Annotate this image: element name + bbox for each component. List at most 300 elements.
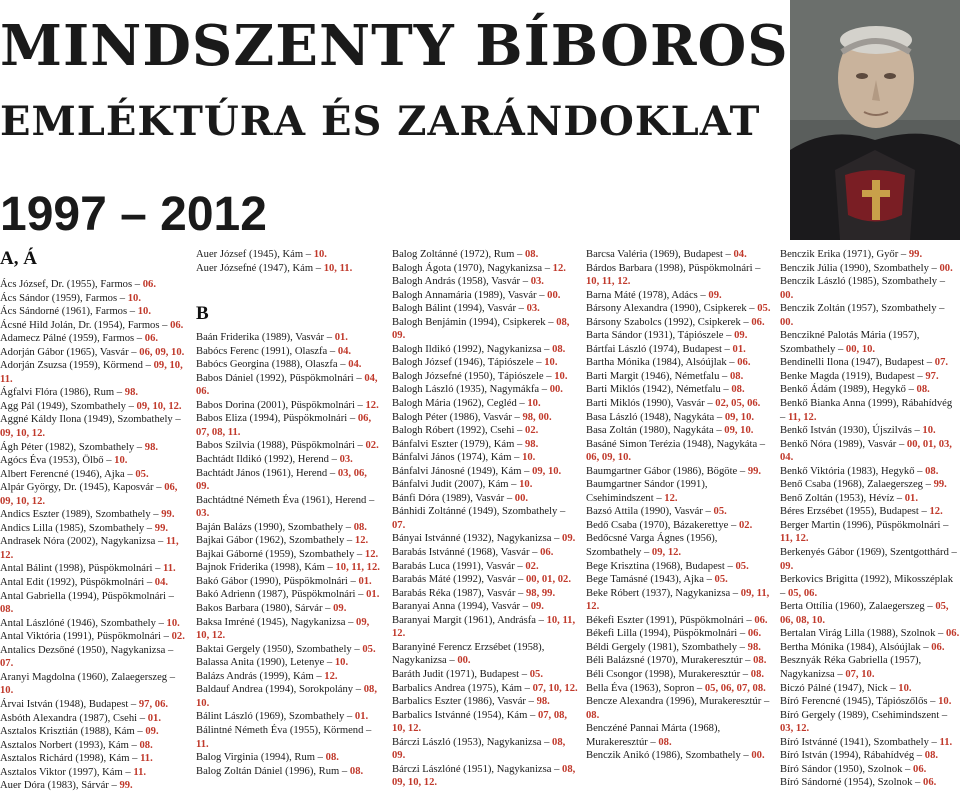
entry-pages: 00. <box>780 289 794 301</box>
entry-pages: 12. <box>929 506 943 518</box>
entry-name: Bachtádt Ildikó (1992), Herend – <box>196 454 337 466</box>
entry-pages: 08. <box>916 384 930 396</box>
entry-pages: 08. <box>0 604 14 616</box>
entry-pages: 11, 12. <box>780 533 809 545</box>
entry-pages: 00. <box>939 262 953 274</box>
entry-name: Bachtádt János (1961), Herend – <box>196 467 336 479</box>
entry-pages: 10, 11. <box>323 262 353 274</box>
index-entry <box>780 424 960 438</box>
index-entry <box>780 329 960 356</box>
index-entry <box>196 616 382 643</box>
entry-name: Auer József (1945), Kám – <box>196 249 312 260</box>
entry-pages: 00, 10. <box>845 343 876 355</box>
entry-pages: 10, 11, 12. <box>392 614 576 640</box>
index-entry <box>0 562 186 576</box>
entry-name: Baldauf Andrea (1994), Sorokpolány – <box>196 684 362 696</box>
entry-pages: 99. <box>933 479 947 491</box>
entry-pages: 05. <box>735 560 749 572</box>
index-entry <box>196 358 382 372</box>
entry-pages: 05. <box>135 468 149 480</box>
entry-pages: 08. <box>552 343 566 355</box>
index-entry <box>586 424 772 438</box>
entry-name: Barti Miklós (1942), Németfalu – <box>586 384 729 396</box>
entry-pages: 06. <box>142 279 156 290</box>
entry-pages: 03. <box>196 508 210 520</box>
index-entry <box>780 478 960 492</box>
entry-name: Agg Pál (1949), Szombathely – <box>0 400 134 412</box>
entry-name: Bárczi László (1953), Nagykanizsa – <box>392 736 550 748</box>
index-entry <box>0 305 186 319</box>
index-entry <box>586 289 772 303</box>
entry-pages: 99. <box>908 249 923 260</box>
entry-pages: 05. <box>757 303 771 315</box>
index-entry <box>586 478 772 505</box>
index-entry <box>392 736 578 763</box>
index-entry <box>196 262 382 276</box>
entry-pages: 98. <box>124 387 139 399</box>
entry-pages: 05. <box>713 506 727 518</box>
entry-pages: 02. <box>525 425 539 437</box>
index-entry <box>196 494 382 521</box>
entry-pages: 11. <box>196 738 209 750</box>
entry-name: Barabás Istvánné (1968), Vasvár – <box>392 547 538 559</box>
entry-name: Bíró Istvánné (1941), Szombathely – <box>780 736 937 748</box>
entry-pages: 05. <box>529 668 543 680</box>
entry-name: Bakos Barbara (1980), Sárvár – <box>196 603 331 615</box>
index-entry <box>0 400 186 414</box>
entry-name: Benkő István (1930), Újszilvás – <box>780 425 920 437</box>
entry-pages: 06. <box>923 777 937 789</box>
index-entry <box>196 372 382 399</box>
entry-pages: 00. <box>751 750 765 762</box>
index-entry <box>392 397 578 411</box>
index-entry <box>0 386 186 400</box>
index-entry <box>586 370 772 384</box>
entry-pages: 01. <box>358 575 372 587</box>
index-entry <box>780 248 960 262</box>
index-entry <box>392 289 578 303</box>
index-entry <box>586 682 772 696</box>
index-entry <box>586 356 772 370</box>
entry-name: Andrasek Nóra (2002), Nagykanizsa – <box>0 536 164 548</box>
index-entry <box>586 573 772 587</box>
index-entry <box>0 725 186 739</box>
index-entry <box>196 575 382 589</box>
entry-pages: 00. <box>549 384 563 396</box>
index-entry <box>780 492 960 506</box>
index-entry <box>392 316 578 343</box>
index-entry <box>196 331 382 345</box>
entry-name: Benke Magda (1919), Budapest – <box>780 370 923 382</box>
index-entry <box>0 508 186 522</box>
entry-pages: 08. <box>525 249 539 260</box>
entry-name: Ács József, Dr. (1955), Farmos – <box>0 279 141 290</box>
index-entry <box>780 627 960 641</box>
entry-pages: 12. <box>664 492 678 504</box>
entry-name: Bakó Adrienn (1987), Püspökmolnári – <box>196 589 364 601</box>
entry-pages: 02. <box>525 560 539 572</box>
entry-pages: 12. <box>354 535 369 547</box>
entry-name: Besznyák Réka Gabriella (1957), Nagykanizsa – <box>780 655 922 680</box>
entry-pages: 08, 09. <box>392 316 570 342</box>
entry-pages: 07, 08, 10, 12. <box>392 709 568 735</box>
entry-pages: 09, 12. <box>651 547 682 559</box>
index-entry <box>586 302 772 316</box>
entry-pages: 06. <box>170 319 184 331</box>
index-entry <box>780 682 960 696</box>
entry-name: Bánhidi Zoltánné (1949), Szombathely – <box>392 506 566 518</box>
entry-pages: 01. <box>366 589 380 601</box>
entry-name: Asztalos Norbert (1993), Kám – <box>0 739 137 751</box>
entry-name: Bella Éva (1963), Sopron – <box>586 682 703 694</box>
index-entry <box>586 316 772 330</box>
index-entry <box>0 698 186 712</box>
entry-name: Benczikné Palotás Mária (1957), Szombathely – <box>780 330 920 355</box>
index-entry <box>392 343 578 357</box>
entry-name: Agócs Éva (1953), Ölbő – <box>0 455 112 467</box>
entry-pages: 06. <box>754 614 768 626</box>
index-entry <box>392 532 578 546</box>
entry-pages: 10. <box>137 306 151 318</box>
index-entry <box>196 399 382 413</box>
entry-name: Barcsa Valéria (1969), Budapest – <box>586 249 731 260</box>
entry-name: Balogh Benjámin (1994), Csipkerek – <box>392 316 554 328</box>
index-entry <box>392 709 578 736</box>
entry-name: Ágh Péter (1982), Szombathely – <box>0 441 143 453</box>
entry-pages: 09, 10, 11. <box>0 360 183 385</box>
entry-pages: 06. <box>747 628 762 640</box>
entry-name: Béldi Gergely (1981), Szombathely – <box>586 641 745 653</box>
entry-pages: 00. <box>780 316 794 328</box>
entry-pages: 10, 11, 12. <box>335 562 380 574</box>
index-entry <box>0 739 186 753</box>
index-entry <box>586 505 772 519</box>
entry-pages: 99. <box>747 465 762 477</box>
entry-pages: 05, 06, 08, 10. <box>780 601 949 626</box>
entry-name: Berkenyés Gábor (1969), Szentgotthárd – <box>780 547 957 559</box>
entry-name: Árvai István (1948), Budapest – <box>0 698 137 710</box>
index-entry <box>780 465 960 479</box>
entry-pages: 04. <box>733 249 747 260</box>
entry-name: Ágfalvi Flóra (1986), Rum – <box>0 387 123 399</box>
entry-name: Barabás Réka (1987), Vasvár – <box>392 587 524 599</box>
entry-pages: 10. <box>554 370 568 382</box>
entry-name: Antal Bálint (1998), Püspökmolnári – <box>0 563 161 575</box>
entry-name: Bíró Sándorné (1954), Szolnok – <box>780 777 921 789</box>
entry-pages: 02, 05, 06. <box>715 398 761 410</box>
entry-pages: 11. <box>939 736 953 748</box>
entry-name: Balogh Ildikó (1992), Nagykanizsa – <box>392 343 550 355</box>
index-entry <box>780 383 960 397</box>
index-entry <box>586 587 772 614</box>
index-entry <box>780 736 960 750</box>
entry-name: Baranyai Anna (1994), Vasvár – <box>392 601 529 613</box>
entry-pages: 03, 06, 09. <box>196 467 367 493</box>
entry-name: Adorján Zsuzsa (1959), Körmend – <box>0 360 151 372</box>
entry-pages: 08. <box>349 765 364 777</box>
entry-name: Asztalos Krisztián (1988), Kám – <box>0 726 143 738</box>
entry-pages: 00. <box>457 655 471 667</box>
column-2 <box>196 248 382 778</box>
entry-name: Benczik Júlia (1990), Szombathely – <box>780 262 937 274</box>
entry-pages: 10. <box>166 617 180 629</box>
section-heading: B <box>196 303 209 325</box>
entry-name: Adorján Gábor (1965), Vasvár – <box>0 346 137 358</box>
index-entry <box>196 521 382 535</box>
entry-name: Béli Csongor (1998), Murakeresztúr – <box>586 668 749 680</box>
entry-pages: 07, 10. <box>845 668 875 680</box>
index-entry <box>392 600 578 614</box>
entry-pages: 08, 09. <box>392 736 566 762</box>
index-entry <box>392 492 578 506</box>
entry-pages: 01. <box>147 712 161 724</box>
entry-pages: 06. <box>751 316 765 328</box>
entry-pages: 08. <box>325 752 339 764</box>
entry-name: Berta Ottília (1960), Zalaegerszeg – <box>780 601 933 613</box>
entry-name: Adamecz Pálné (1959), Farmos – <box>0 333 143 345</box>
entry-name: Balassa Anita (1990), Letenye – <box>196 657 333 669</box>
entry-name: Barbalics Eszter (1986), Vasvár – <box>392 696 534 708</box>
entry-name: Antalics Dezsőné (1950), Nagykanizsa – <box>0 644 174 656</box>
entry-name: Balog Zoltánné (1972), Rum – <box>392 249 523 260</box>
index-entry <box>780 275 960 302</box>
entry-name: Barabás Luca (1991), Vasvár – <box>392 560 523 572</box>
entry-name: Benkő Nóra (1989), Vasvár – <box>780 438 905 450</box>
entry-pages: 11. <box>163 563 176 575</box>
entry-name: Bajkai Gáborné (1959), Szombathely – <box>196 548 363 560</box>
index-entry <box>586 248 772 262</box>
entry-pages: 08. <box>658 736 672 748</box>
entry-name: Barbalics Istvánné (1954), Kám – <box>392 709 536 721</box>
entry-pages: 01. <box>904 492 918 504</box>
entry-pages: 05, 06, 07, 08. <box>704 682 766 694</box>
entry-pages: 08. <box>353 521 367 533</box>
entry-pages: 10. <box>334 657 349 669</box>
entry-pages: 03, 12. <box>780 723 810 735</box>
index-entry <box>586 465 772 479</box>
year-range: 1997 – 2012 <box>0 188 267 241</box>
entry-pages: 98. <box>536 696 550 708</box>
entry-name: Ács Sándor (1959), Farmos – <box>0 292 126 304</box>
entry-name: Bíró Sándor (1950), Szolnok – <box>780 763 911 775</box>
entry-pages: 10. <box>519 479 533 491</box>
entry-name: Basa Zoltán (1980), Nagykáta – <box>586 425 722 437</box>
index-entry <box>0 441 186 455</box>
index-entry <box>0 617 186 631</box>
index-entry <box>196 670 382 684</box>
entry-name: Balogh Annamária (1989), Vasvár – <box>392 289 545 301</box>
index-entry <box>196 710 382 724</box>
index-entry <box>780 695 960 709</box>
entry-name: Bege Krisztina (1968), Budapest – <box>586 560 733 572</box>
entry-pages: 12. <box>552 262 566 274</box>
index-entry <box>586 560 772 574</box>
entry-name: Benő Zoltán (1953), Hévíz – <box>780 492 903 504</box>
entry-pages: 08. <box>139 739 153 751</box>
entry-pages: 12. <box>324 670 338 682</box>
entry-name: Bárczi Lászlóné (1951), Nagykanizsa – <box>392 763 560 775</box>
entry-pages: 01. <box>354 711 369 723</box>
entry-pages: 09, 10. <box>724 411 755 423</box>
index-entry <box>392 465 578 479</box>
index-entry <box>780 438 960 465</box>
index-entry <box>392 370 578 384</box>
entry-name: Balogh Józsefné (1950), Tápiószele – <box>392 370 552 382</box>
entry-pages: 06. <box>144 333 159 345</box>
entry-name: Bakó Gábor (1990), Püspökmolnári – <box>196 575 356 587</box>
entry-pages: 10. <box>938 696 952 708</box>
index-entry <box>0 359 186 386</box>
index-entry <box>780 641 960 655</box>
entry-pages: 06, 09, 10. <box>586 452 632 464</box>
index-entry <box>780 749 960 763</box>
entry-name: Bánfalvi János (1974), Kám – <box>392 452 520 464</box>
entry-pages: 98. <box>144 441 159 453</box>
index-entry <box>196 453 382 467</box>
index-entry <box>586 641 772 655</box>
entry-name: Benő Csaba (1968), Zalaegerszeg – <box>780 479 931 491</box>
entry-name: Bálint László (1969), Szombathely – <box>196 711 353 723</box>
index-entry <box>0 454 186 468</box>
entry-pages: 04. <box>348 359 362 371</box>
index-entry <box>0 522 186 536</box>
entry-name: Basa László (1948), Nagykáta – <box>586 411 723 423</box>
entry-pages: 09, 10, 12. <box>136 400 182 412</box>
index-entry <box>196 248 382 262</box>
entry-name: Bendinelli Ilona (1947), Budapest – <box>780 357 933 369</box>
index-entry <box>0 413 186 440</box>
column-5 <box>780 248 960 790</box>
index-entry <box>780 776 960 790</box>
entry-name: Balogh András (1958), Vasvár – <box>392 276 529 288</box>
page-title: MINDSZENTY BÍBOROS <box>0 13 789 79</box>
entry-name: Balog Virginia (1994), Rum – <box>196 752 323 764</box>
entry-name: Barabás Máté (1992), Vasvár – <box>392 574 524 586</box>
index-entry <box>392 614 578 641</box>
index-entry <box>586 411 772 425</box>
entry-pages: 06, 07, 08, 11. <box>196 413 372 438</box>
index-entry <box>780 546 960 573</box>
index-entry <box>586 627 772 641</box>
index-entry <box>780 302 960 329</box>
entry-name: Babos Szilvia (1988), Püspökmolnári – <box>196 440 363 452</box>
index-entry <box>780 709 960 736</box>
index-entry <box>0 332 186 346</box>
index-entry <box>392 438 578 452</box>
entry-name: Bánfalvi Eszter (1979), Kám – <box>392 438 523 450</box>
entry-pages: 99. <box>154 522 169 534</box>
entry-name: Bajnok Friderika (1998), Kám – <box>196 562 333 574</box>
entry-pages: 06. <box>737 357 751 369</box>
entry-pages: 06. <box>931 641 945 653</box>
entry-name: Bársony Szabolcs (1992), Csipkerek – <box>586 316 749 328</box>
entry-pages: 09, 10, 12. <box>196 616 370 642</box>
entry-name: Benczik Zoltán (1957), Szombathely – <box>780 303 945 315</box>
index-entry <box>586 654 772 668</box>
index-entry <box>392 505 578 532</box>
entry-name: Baksa Imréné (1945), Nagykanizsa – <box>196 616 354 628</box>
section-heading: A, Á <box>0 248 37 269</box>
entry-pages: 02. <box>365 440 379 452</box>
entry-pages: 10. <box>522 452 536 464</box>
entry-name: Asbóth Alexandra (1987), Csehi – <box>0 712 146 724</box>
index-entry <box>392 248 578 262</box>
entry-pages: 10. <box>0 685 14 697</box>
index-entry <box>586 668 772 682</box>
entry-name: Berkovics Brigitta (1992), Mikosszéplak – <box>780 574 954 599</box>
entry-name: Benczéné Pannai Márta (1968), Murakeresztúr – <box>586 723 721 748</box>
entry-pages: 07. <box>934 357 949 369</box>
entry-name: Béli Balázsné (1970), Murakeresztúr – <box>586 655 751 667</box>
entry-name: Andics Eszter (1989), Szombathely – <box>0 509 159 521</box>
entry-name: Antal Edit (1992), Püspökmolnári – <box>0 577 153 589</box>
entry-name: Bertha Mónika (1984), Alsóújlak – <box>780 641 929 653</box>
entry-name: Bencze Alexandra (1996), Murakeresztúr – <box>586 696 770 708</box>
section-heading-block <box>196 275 382 331</box>
entry-pages: 05. <box>362 643 376 655</box>
entry-name: Békefi Lilla (1994), Püspökmolnári – <box>586 628 746 640</box>
entry-name: Balog Zoltán Dániel (1996), Rum – <box>196 765 348 777</box>
entry-pages: 07. <box>0 658 14 670</box>
index-entry <box>0 779 186 793</box>
entry-pages: 02. <box>738 519 753 531</box>
index-entry <box>0 590 186 617</box>
entry-name: Baktai Gergely (1950), Szombathely – <box>196 643 360 655</box>
entry-pages: 03. <box>339 454 353 466</box>
index-entry <box>780 600 960 627</box>
entry-name: Bárdos Barbara (1998), Püspökmolnári – <box>586 262 761 274</box>
entry-pages: 10. <box>114 455 128 467</box>
entry-name: Bedő Csaba (1970), Bázakerettye – <box>586 519 737 531</box>
entry-name: Benczik Anikó (1986), Szombathely – <box>586 750 749 762</box>
entry-pages: 09. <box>708 289 722 301</box>
entry-name: Basáné Simon Terézia (1948), Nagykáta – <box>586 438 766 450</box>
entry-pages: 10. <box>544 357 558 369</box>
entry-pages: 06, 09, 10. <box>139 346 185 358</box>
entry-name: Baán Friderika (1989), Vasvár – <box>196 332 333 344</box>
entry-pages: 10, 11, 12. <box>586 276 631 288</box>
index-entry <box>586 749 772 763</box>
page-subtitle: EMLÉKTÚRA ÉS ZARÁNDOKLAT <box>0 98 761 145</box>
index-entry <box>780 519 960 546</box>
entry-name: Babócs Ferenc (1991), Olaszfa – <box>196 345 336 357</box>
entry-name: Babos Dániel (1992), Püspökmolnári – <box>196 372 362 384</box>
entry-pages: 06. <box>913 763 927 775</box>
column-4 <box>586 248 772 763</box>
entry-name: Beke Róbert (1937), Nagykanizsa – <box>586 587 739 599</box>
entry-name: Barti Miklós (1990), Vasvár – <box>586 398 713 410</box>
index-entry <box>0 766 186 780</box>
index-entry <box>586 695 772 722</box>
index-entry <box>0 319 186 333</box>
index-entry <box>0 346 186 360</box>
index-entry <box>392 763 578 790</box>
index-entry <box>780 654 960 681</box>
entry-name: Baranyai Margit (1961), Andrásfa – <box>392 614 544 626</box>
index-entry <box>196 643 382 657</box>
index-entry <box>196 656 382 670</box>
index-entry <box>586 438 772 465</box>
index-entry <box>392 573 578 587</box>
entry-pages: 09, 10. <box>532 465 562 477</box>
entry-name: Benczik Erika (1971), Győr – <box>780 249 907 260</box>
entry-pages: 09, 10, 12. <box>0 428 46 440</box>
index-entry <box>392 411 578 425</box>
entry-pages: 11, 12. <box>0 536 179 561</box>
entry-name: Antal Lászlóné (1946), Szombathely – <box>0 617 164 629</box>
entry-name: Babos Dorina (2001), Püspökmolnári – <box>196 399 363 411</box>
column-3 <box>392 248 578 790</box>
